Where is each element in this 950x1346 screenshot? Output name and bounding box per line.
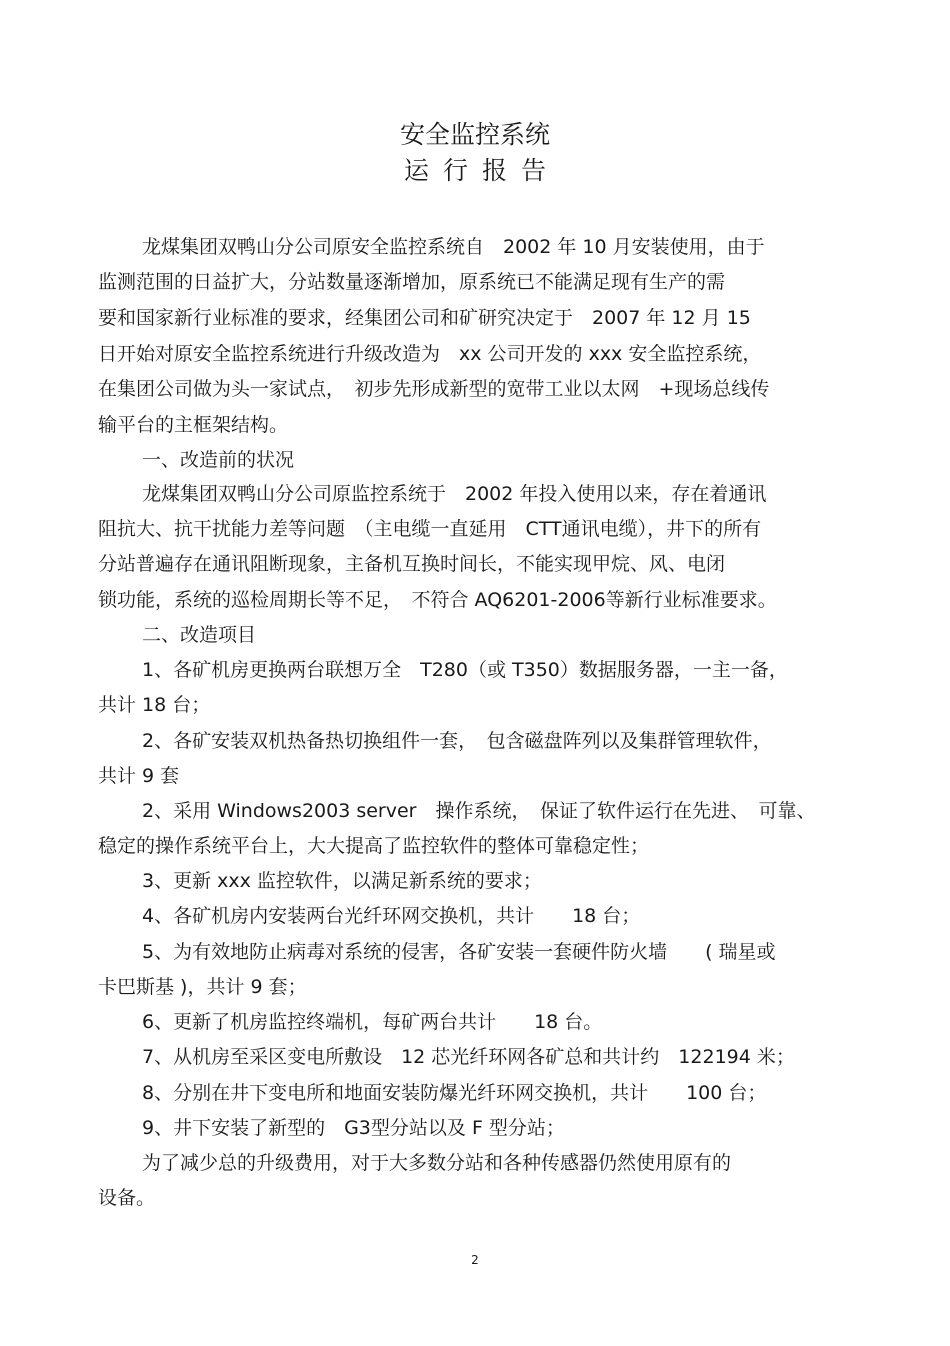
- list-item-line: 共计 9 套: [98, 765, 180, 787]
- section-heading: 二、改造项目: [142, 624, 257, 646]
- section-heading: 一、改造前的状况: [142, 449, 295, 471]
- paragraph-line: 龙煤集团双鸭山分公司原监控系统于 2002 年投入使用以来，存在着通讯: [142, 483, 767, 505]
- paragraph-line: 要和国家新行业标准的要求，经集团公司和矿研究决定于 2007 年 12 月 15: [98, 307, 751, 329]
- paragraph-line: 锁功能，系统的巡检周期长等不足， 不符合 AQ6201-2006等新行业标准要求。: [98, 589, 777, 611]
- paragraph-line: 在集团公司做为头一家试点， 初步先形成新型的宽带工业以太网 +现场总线传: [98, 378, 770, 400]
- paragraph-line: 监测范围的日益扩大，分站数量逐渐增加，原系统已不能满足现有生产的需: [98, 271, 726, 293]
- list-item-line: 2、各矿安装双机热备热切换组件一套， 包含磁盘阵列以及集群管理软件，: [142, 730, 772, 752]
- paragraph-line: 日开始对原安全监控系统进行升级改造为 xx 公司开发的 xxx 安全监控系统，: [98, 343, 762, 365]
- list-item-line: 7、从机房至采区变电所敷设 12 芯光纤环网各矿总和共计约 122194 米；: [142, 1046, 795, 1068]
- paragraph-line: 为了减少总的升级费用，对于大多数分站和各种传感器仍然使用原有的: [142, 1152, 732, 1174]
- list-item-line: 卡巴斯基 )，共计 9 套；: [98, 976, 307, 998]
- list-item-line: 2、采用 Windows2003 server 操作系统， 保证了软件运行在先进、 可靠、: [142, 800, 816, 822]
- list-item-line: 9、井下安装了新型的 G3型分站以及 F 型分站；: [142, 1117, 565, 1139]
- paragraph-line: 阻抗大、抗干扰能力差等问题 （主电缆一直延用 CTT通讯电缆），井下的所有: [98, 518, 762, 540]
- paragraph-line: 输平台的主框架结构。: [98, 414, 289, 436]
- list-item-line: 6、更新了机房监控终端机，每矿两台共计 18 台。: [142, 1011, 603, 1033]
- paragraph-line: 分站普遍存在通讯阻断现象，主备机互换时间长，不能实现甲烷、风、电闭: [98, 553, 726, 575]
- paragraph-line: 龙煤集团双鸭山分公司原安全监控系统自 2002 年 10 月安装使用，由于: [142, 236, 765, 258]
- page-number: 2: [471, 1253, 479, 1267]
- list-item-line: 4、各矿机房内安装两台光纤环网交换机，共计 18 台；: [142, 905, 641, 927]
- paragraph-line: 设备。: [98, 1187, 156, 1209]
- list-item-line: 3、更新 xxx 监控软件，以满足新系统的要求；: [142, 870, 542, 892]
- list-item-line: 共计 18 台；: [98, 694, 211, 716]
- document-title: 安全监控系统: [399, 120, 550, 149]
- list-item-line: 稳定的操作系统平台上，大大提高了监控软件的整体可靠稳定性；: [98, 835, 650, 857]
- list-item-line: 5、为有效地防止病毒对系统的侵害，各矿安装一套硬件防火墙 ( 瑞星或: [142, 941, 776, 963]
- list-item-line: 1、各矿机房更换两台联想万全 T280（或 T350）数据服务器，一主一备，: [142, 659, 788, 681]
- list-item-line: 8、分别在井下变电所和地面安装防爆光纤环网交换机，共计 100 台；: [142, 1082, 767, 1104]
- document-subtitle: 运行报告: [403, 156, 560, 185]
